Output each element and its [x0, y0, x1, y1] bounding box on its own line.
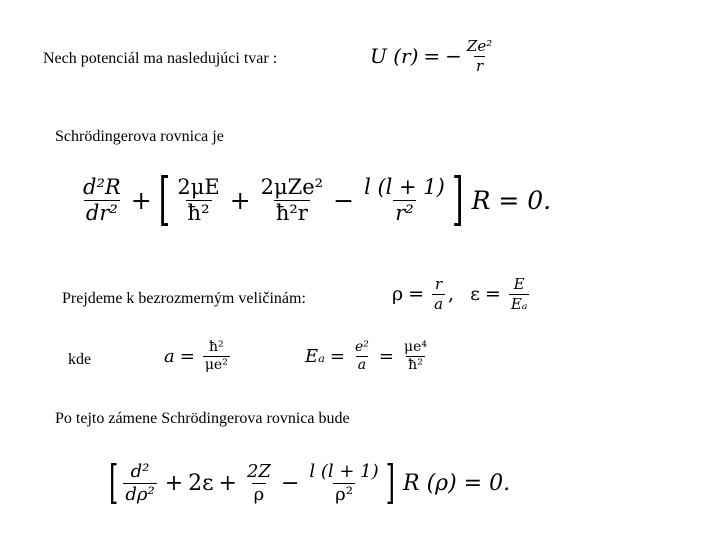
- fraction-denominator: a: [434, 294, 444, 313]
- kde-text: kde: [68, 351, 92, 368]
- fraction-denominator: r: [475, 56, 484, 75]
- schrodinger-intro-text: Schrödingerova rovnica je: [55, 128, 224, 145]
- fraction-denominator: ħ²r: [275, 201, 308, 226]
- fraction-numerator: l (l + 1): [364, 175, 445, 199]
- intro-potential-text: Nech potenciál ma nasledujúci tvar :: [43, 50, 278, 67]
- left-bracket: [: [158, 167, 171, 234]
- equals-sign: =: [423, 44, 441, 68]
- left-bracket: [: [109, 456, 119, 510]
- energy-fraction-1: [353, 340, 371, 374]
- fraction-denominator: μe²: [204, 357, 228, 374]
- two-epsilon-term: 2ε: [188, 470, 214, 496]
- coulomb-term-fraction: [245, 462, 273, 505]
- plus-sign: +: [218, 470, 237, 496]
- coulomb-term-fraction: [259, 176, 325, 225]
- second-derivative-fraction: [81, 176, 123, 225]
- Ea-symbol: Eₐ: [305, 346, 325, 368]
- schrodinger-equation: [78, 167, 552, 234]
- centrifugal-term-fraction: [362, 176, 447, 225]
- a-symbol: a: [164, 346, 175, 368]
- fraction-denominator: dρ²: [125, 483, 155, 505]
- equals-sign: =: [484, 283, 501, 305]
- fraction-denominator: ρ: [253, 483, 265, 505]
- bohr-radius-equation: [164, 340, 233, 374]
- plus-sign: +: [229, 186, 251, 216]
- equals-sign: =: [408, 283, 425, 305]
- equation-tail: R = 0.: [471, 186, 552, 216]
- fraction-numerator: Ze²: [466, 37, 493, 55]
- fraction-numerator: E: [513, 275, 525, 293]
- fraction-numerator: ħ²: [209, 339, 224, 355]
- equals-sign: =: [378, 346, 394, 368]
- fraction-denominator: ħ²: [187, 201, 210, 226]
- right-bracket: ]: [451, 167, 464, 234]
- potential-equation: [370, 38, 497, 74]
- equation-tail: R (ρ) = 0.: [403, 470, 511, 496]
- fraction-denominator: a: [357, 357, 367, 374]
- epsilon-symbol: ε: [470, 283, 480, 305]
- minus-sign: −: [280, 470, 300, 496]
- final-intro-text: Po tejto zámene Schrödingerova rovnica bude: [55, 410, 350, 427]
- fraction-numerator: d²R: [83, 175, 121, 199]
- rho-fraction: [432, 276, 445, 312]
- equals-sign: =: [329, 346, 345, 368]
- minus-sign: −: [445, 44, 462, 68]
- fraction-numerator: l (l + 1): [309, 461, 379, 482]
- final-equation: [107, 456, 511, 510]
- fraction-numerator: r: [434, 275, 443, 293]
- potential-lhs: U (r): [370, 44, 419, 68]
- energy-term-fraction: [175, 176, 221, 225]
- dimensionless-variables-equation: [392, 276, 532, 312]
- fraction-numerator: μe⁴: [404, 339, 427, 355]
- energy-unit-equation: [305, 340, 432, 374]
- second-derivative-fraction: [123, 462, 156, 505]
- fraction-numerator: 2μE: [177, 175, 220, 199]
- plus-sign: +: [164, 470, 184, 496]
- fraction-numerator: 2Z: [246, 461, 271, 482]
- fraction-denominator: dr²: [85, 201, 118, 226]
- fraction-numerator: e²: [355, 339, 369, 355]
- epsilon-fraction: [509, 276, 530, 312]
- potential-fraction: [465, 38, 494, 74]
- minus-sign: −: [333, 186, 355, 216]
- comma: ,: [448, 283, 455, 305]
- dimensionless-intro-text: Prejdeme k bezrozmerným veličinám:: [62, 290, 306, 307]
- centrifugal-term-fraction: [307, 462, 380, 505]
- fraction-numerator: 2μZe²: [260, 175, 324, 199]
- fraction-denominator: r²: [395, 201, 414, 226]
- plus-sign: +: [130, 186, 152, 216]
- energy-fraction-2: [402, 340, 429, 374]
- fraction-denominator: Eₐ: [510, 294, 528, 313]
- fraction-denominator: ħ²: [408, 357, 423, 374]
- right-bracket: ]: [385, 456, 396, 510]
- fraction-denominator: ρ²: [335, 483, 353, 505]
- equals-sign: =: [179, 346, 195, 368]
- bohr-radius-fraction: [203, 340, 230, 374]
- rho-symbol: ρ: [392, 283, 404, 305]
- fraction-numerator: d²: [130, 461, 150, 482]
